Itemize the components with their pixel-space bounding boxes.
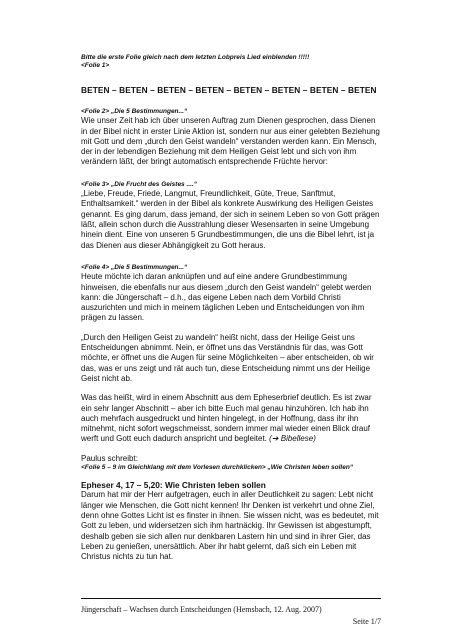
slide-instruction [81, 54, 381, 71]
document-body [81, 54, 381, 563]
paragraph-paulus: Paulus schreibt: [81, 453, 138, 463]
page-number: Seite 1/7 [352, 617, 381, 626]
folie-5-tag: <Folie 5 – 9 im Gleichklang mit dem Vorlesen durchklicken> „Wie Christen leben sollen“ [81, 464, 354, 472]
bibellese-note: (➔ Bibellese) [269, 434, 316, 444]
folie-4-tag: <Folie 4> „Die 5 Bestimmungen...“ [81, 263, 188, 271]
beten-heading: BETEN – BETEN – BETEN – BETEN – BETEN – BETEN – BETEN – BETEN [81, 84, 377, 95]
folie-1-tag: <Folie 1> [81, 62, 110, 70]
paragraph-frucht: „Liebe, Freude, Friede, Langmut, Freundlichkeit, Güte, Treue, Sanftmut, Enthaltsamkeit.“ werden in der Bibel als konkrete Auswirkung des Heiligen Geistes genannt. Es ging darum, dass jemand, der sich in seinem Leben so von Gott prägen läßt, allein schon durch die Ausstrahlung dieser Wesensarten in seine Umgebung hinein dient. Eine von unseren 5 Grundbestimmungen, die uns die Bibel lehrt, ist ja das Dienen aus dieser Abhängigkeit zu Gott heraus. [81, 189, 380, 250]
instruction-text: Bitte die erste Folie gleich nach dem letzten Lobpreis Lied einblenden !!!!! [81, 54, 310, 61]
footer-title: Jüngerschaft – Wachsen durch Entscheidungen (Hemsbach, 12. Aug. 2007) [81, 605, 322, 614]
ephesians-text: Darum hat mir der Herr aufgetragen, euch in aller Deutlichkeit zu sagen: Lebt nicht länger wie Menschen, die Gott nicht kennen! Ihr Denken ist verkehrt und ohne Ziel, denn ohne Gottes Licht ist es finster in ihnen. Sie wissen nicht, was es bedeutet, mit Gott zu leben, und widersetzen sich ihm hartnäckig. Ihr Gewissen ist abgestumpft, deshalb geben sie sich allen nur denkbaren Lastern hin und sind in ihrer Gier, das Leben zu genießen, unersättlich. Aber ihr habt gelernt, daß sich ein Leben mit Christus nichts zu tun hat. [81, 490, 379, 562]
ephesians-heading: Epheser 4, 17 – 5,20: Wie Christen leben sollen [81, 480, 266, 491]
paragraph-dienen: Wie unser Zeit hab ich über unseren Auftrag zum Dienen gesprochen, dass Dienen in der Bibel nicht in erster Linie Aktion ist, sondern nur aus einer gelebten Beziehung mit Gott und dem „durch den Geist wandeln“ verstanden werden kann. Ein Mensch, der in der lebendigen Beziehung mit dem Heiligen Geist lebt und sich von ihm verändern läßt, der bringt automatisch entsprechende Früchte hervor: [81, 116, 380, 167]
epheserbrief-text: Was das heißt, wird in einem Abschnitt aus dem Epheserbrief deutlich. Es ist zwar ein sehr langer Abschnitt – aber ich bitte Euch mal genau hinzuhören. Ich hab ihn auch mehrfach ausgedruckt und hinten hingelegt, in der Hoffnung, dass ihr ihn mitnehmt, nicht sofort wegschmeisst, sondern immer mal wieder einen Blick drauf werft und Gott euch dadurch anspricht und begleitet. [81, 393, 372, 444]
paragraph-heiliger-geist: „Durch den Heiligen Geist zu wandeln“ heißt nicht, dass der Heilige Geist uns Entscheidungen abnimmt. Nein, er öffnet uns das Verständnis für das, was Gott möchte, er öffnet uns die Augen für seine Möglichkeiten – aber entscheiden, ob wir das, was er uns zeigt und rät auch tun, diese Entscheidung nimmt uns der Heilige Geist nicht ab. [81, 332, 374, 383]
paragraph-juengerschaft: Heute möchte ich daran anknüpfen und auf eine andere Grundbestimmung hinweisen, die ebenfalls nur aus diesem „durch den Geist wandeln“ gelebt werden kann: die Jüngerschaft – d.h., das eigene Leben nach dem Vorbild Christi auszurichten und mich in meinem täglichen Leben und Entscheidungen von ihm prägen zu lassen. [81, 272, 372, 323]
folie-2-tag: <Folie 2> „Die 5 Bestimmungen...“ [81, 107, 188, 115]
page-footer [81, 598, 381, 628]
paragraph-epheserbrief [81, 393, 381, 444]
folie-3-tag: <Folie 3> „Die Frucht des Geistes ....“ [81, 180, 197, 188]
